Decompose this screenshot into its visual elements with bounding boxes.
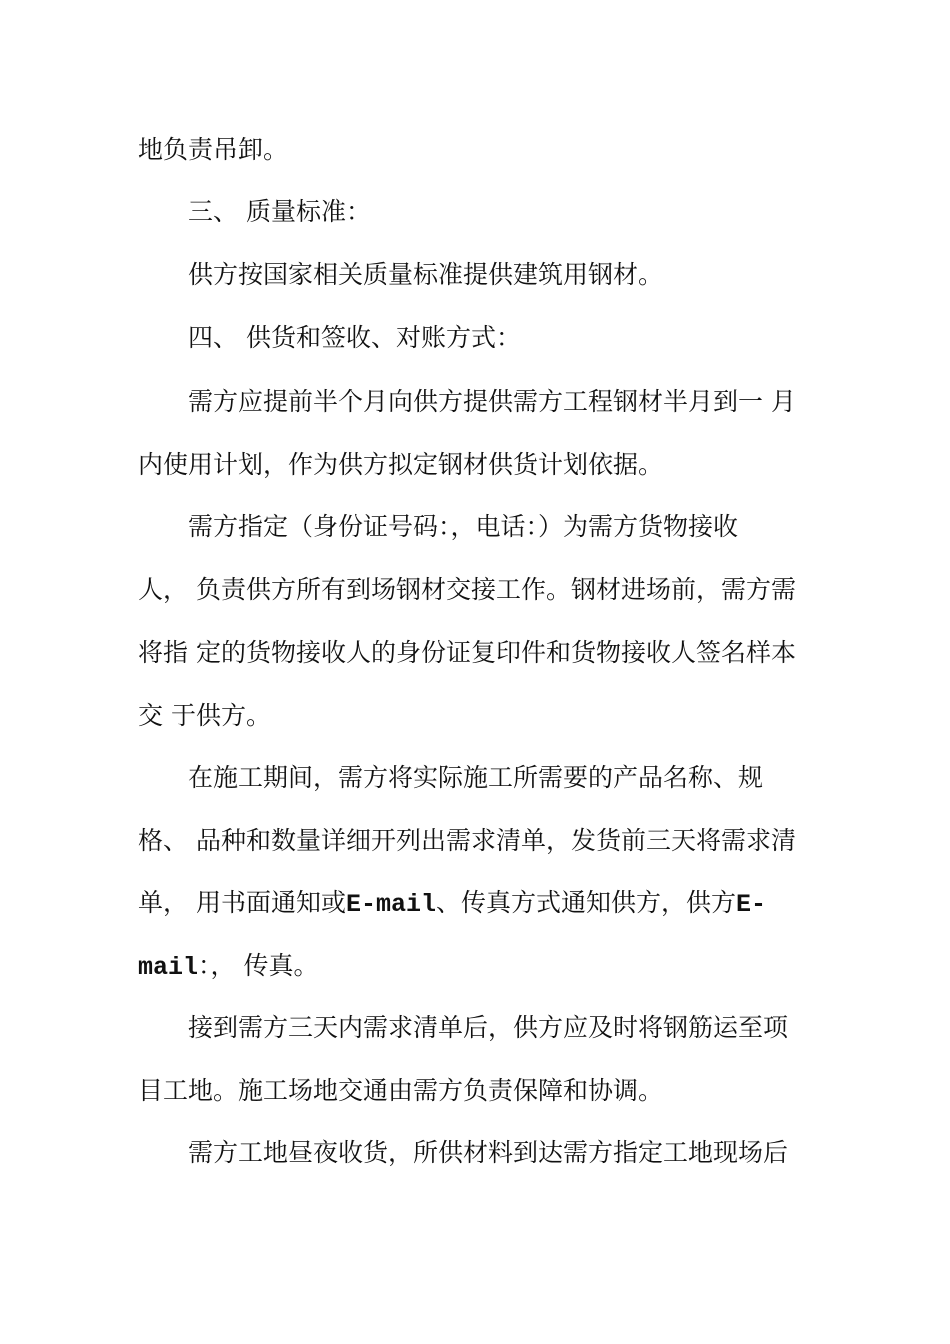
- email-term: E-mail: [345, 890, 436, 919]
- paragraph-line: 需方应提前半个月向供方提供需方工程钢材半月到一 月: [188, 387, 796, 416]
- paragraph-line-email: [138, 950, 318, 984]
- paragraph-line: 将指 定的货物接收人的身份证复印件和货物接收人签名样本: [138, 638, 796, 667]
- paragraph-line: 需方工地昼夜收货，所供材料到达需方指定工地现场后: [188, 1138, 789, 1167]
- line-text: 、传真方式通知供方，供方: [435, 888, 736, 917]
- paragraph-line: 格、 品种和数量详细开列出需求清单，发货前三天将需求清: [138, 826, 796, 855]
- paragraph-line: 人， 负责供方所有到场钢材交接工作。钢材进场前，需方需: [138, 575, 796, 604]
- paragraph-line: 地负责吊卸。: [138, 135, 289, 164]
- paragraph-line: 接到需方三天内需求清单后，供方应及时将钢筋运至项: [188, 1013, 789, 1042]
- paragraph-line: 交 于供方。: [138, 701, 271, 730]
- line-text: 单， 用书面通知或: [138, 888, 346, 917]
- section-heading-quality: 三、 质量标准：: [188, 197, 371, 226]
- email-term-part: mail: [138, 953, 199, 982]
- paragraph-line: 目工地。施工场地交通由需方负责保障和协调。: [138, 1076, 664, 1105]
- email-term-part: E-: [735, 890, 766, 919]
- paragraph-line: 需方指定（身份证号码：，电话：）为需方货物接收: [188, 512, 739, 541]
- section-heading-delivery: 四、 供货和签收、对账方式：: [188, 323, 521, 352]
- paragraph-line-email: [138, 887, 766, 921]
- paragraph-line: 内使用计划，作为供方拟定钢材供货计划依据。: [138, 450, 664, 479]
- paragraph-line: 供方按国家相关质量标准提供建筑用钢材。: [188, 260, 664, 289]
- line-text: ：， 传真。: [198, 951, 319, 980]
- paragraph-line: 在施工期间，需方将实际施工所需要的产品名称、规: [188, 763, 764, 792]
